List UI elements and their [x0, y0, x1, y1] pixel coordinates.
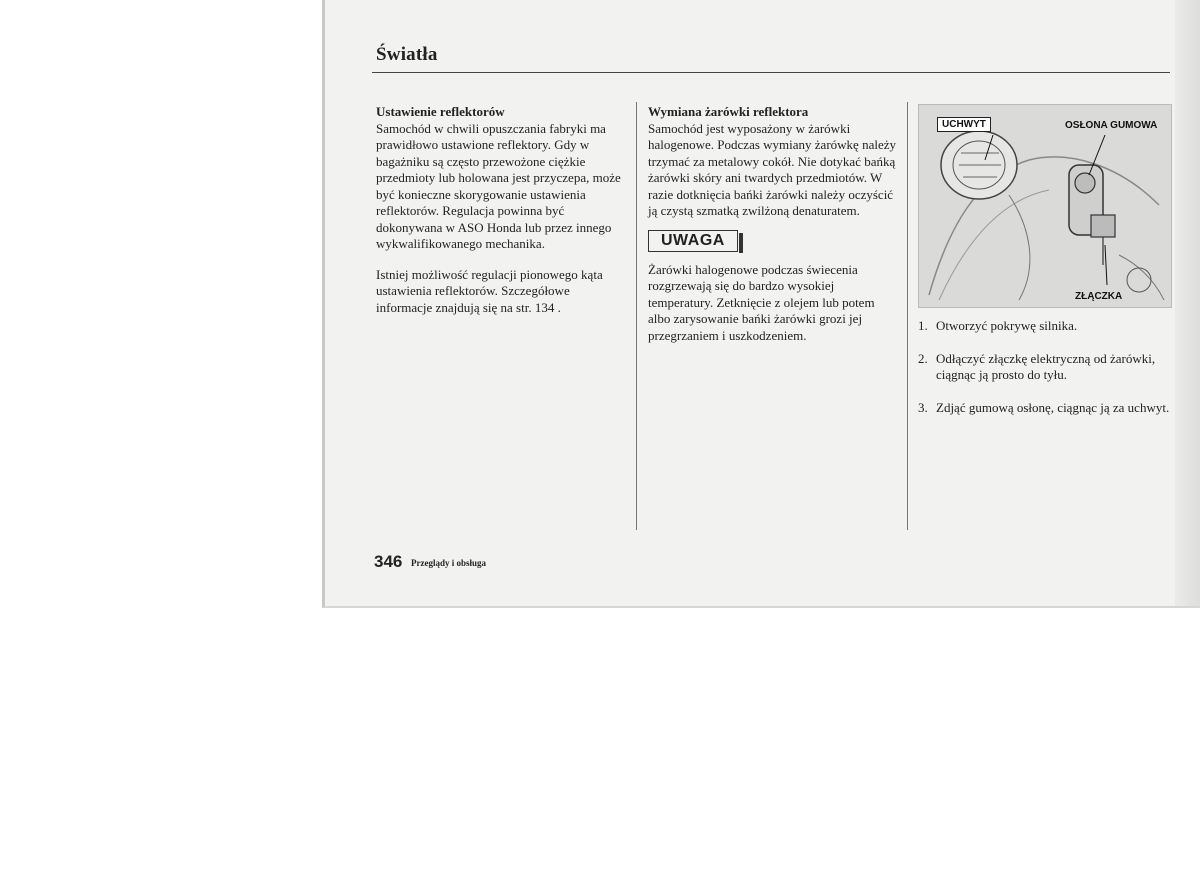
page-title: Światła: [376, 44, 438, 65]
warning-badge: [648, 230, 738, 252]
step-number: 1.: [918, 318, 928, 333]
page-number: 346: [374, 552, 403, 571]
step-number: 3.: [918, 399, 928, 415]
headlight-bulb-illustration: [918, 104, 1172, 308]
column-divider-2: [907, 102, 908, 530]
warning-label: UWAGA: [661, 231, 725, 249]
page-edge-shadow: [1175, 0, 1200, 606]
list-item: [918, 351, 1170, 384]
holder-label: UCHWYT: [937, 117, 991, 132]
vertical-adjust-paragraph: Istniej możliwość regulacji pionowego kąta ustawienia reflektorów. Szczegółowe informacje znajdują się na str. 134 .: [376, 266, 603, 315]
headlight-aim-paragraph: Samochód w chwili opuszczania fabryki ma prawidłowo ustawione reflektory. Gdy w bagażniku są często przewożone ciężkie przedmioty lub holowana jest przyczepa, może być konieczne skorygowanie ustawienia reflektorów. Regulacja powinna być dokonywana w ASO Honda lub przez innego wykwalifikowanego mechanika.: [376, 120, 621, 251]
bulb-replacement-heading: Wymiana żarówki reflektora: [648, 104, 809, 119]
step-text: Zdjąć gumową osłonę, ciągnąc ją za uchwyt.: [936, 399, 1170, 415]
section-name: Przeglądy i obsługa: [411, 558, 487, 568]
warning-paragraph: Żarówki halogenowe podczas świecenia rozgrzewają się do bardzo wysokiej temperatury. Zetknięcie z olejem lub potem albo zarysowanie bańki żarówki grozi jej przegrzaniem i uszkodzeniem.: [648, 261, 875, 343]
rubber-cover-label: OSŁONA GUMOWA: [1065, 120, 1158, 131]
middle-column: [648, 104, 898, 358]
bulb-replacement-paragraph: Samochód jest wyposażony w żarówki halogenowe. Podczas wymiany żarówkę należy trzymać za metalowy cokół. Nie dotykać bańką żarówki skóry ani twardych przedmiotów. W razie dotknięcia bańki żarówki należy oczyścić ją czystą szmatką zwilżoną denaturatem.: [648, 120, 896, 218]
step-text: Otworzyć pokrywę silnika.: [936, 318, 1078, 333]
procedure-steps: [918, 318, 1170, 432]
engine-bay-drawing: [919, 105, 1171, 307]
step-number: 2.: [918, 350, 928, 366]
list-item: [918, 400, 1170, 417]
headlight-aim-heading: Ustawienie reflektorów: [376, 104, 505, 119]
connector-label: ZŁĄCZKA: [1075, 291, 1123, 302]
column-divider-1: [636, 102, 637, 530]
list-item: [918, 318, 1170, 335]
step-text: Odłączyć złączkę elektryczną od żarówki, ciągnąc ją prosto do tyłu.: [936, 350, 1156, 382]
title-divider: [372, 72, 1170, 73]
left-column: [376, 104, 626, 330]
